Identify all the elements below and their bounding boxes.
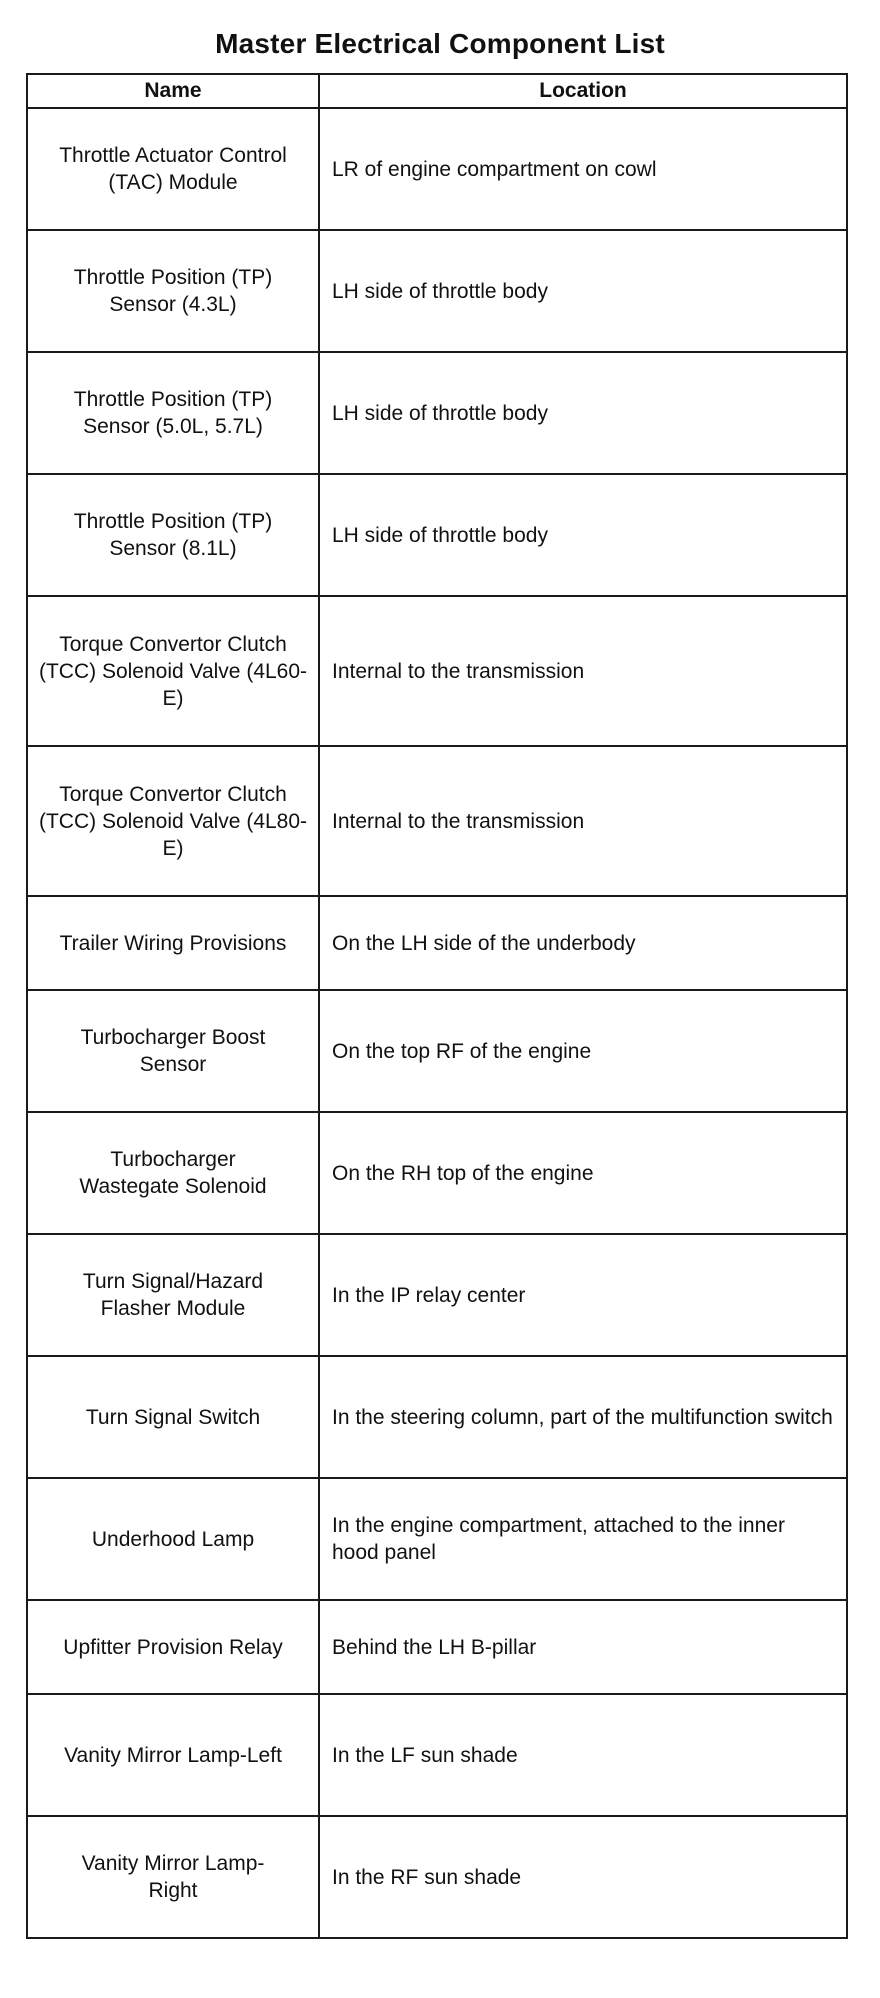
component-location: In the LF sun shade <box>319 1694 847 1816</box>
component-location: On the LH side of the underbody <box>319 896 847 990</box>
component-name: Turbocharger Boost Sensor <box>27 990 319 1112</box>
table-row <box>27 1478 847 1600</box>
header-location: Location <box>319 74 847 108</box>
table-row <box>27 352 847 474</box>
header-name: Name <box>27 74 319 108</box>
table-row <box>27 230 847 352</box>
component-location: LH side of throttle body <box>319 352 847 474</box>
component-location: In the RF sun shade <box>319 1816 847 1938</box>
component-name: Upfitter Provision Relay <box>27 1600 319 1694</box>
component-name: Underhood Lamp <box>27 1478 319 1600</box>
table-row <box>27 596 847 746</box>
component-name: Torque Convertor Clutch (TCC) Solenoid Valve (4L80-E) <box>27 746 319 896</box>
component-name: Turn Signal/Hazard Flasher Module <box>27 1234 319 1356</box>
component-name: Vanity Mirror Lamp-Right <box>27 1816 319 1938</box>
component-table <box>26 73 848 1939</box>
table-row <box>27 1600 847 1694</box>
table-row <box>27 1816 847 1938</box>
component-name: Turbocharger Wastegate Solenoid <box>27 1112 319 1234</box>
component-location: Internal to the transmission <box>319 746 847 896</box>
table-row <box>27 1234 847 1356</box>
component-location: LH side of throttle body <box>319 474 847 596</box>
component-location: On the RH top of the engine <box>319 1112 847 1234</box>
table-row <box>27 896 847 990</box>
component-location: In the engine compartment, attached to the inner hood panel <box>319 1478 847 1600</box>
table-row <box>27 1356 847 1478</box>
component-location: In the steering column, part of the multifunction switch <box>319 1356 847 1478</box>
table-header-row <box>27 74 847 108</box>
component-location: LR of engine compartment on cowl <box>319 108 847 230</box>
component-name: Throttle Position (TP) Sensor (4.3L) <box>27 230 319 352</box>
component-location: In the IP relay center <box>319 1234 847 1356</box>
component-name: Turn Signal Switch <box>27 1356 319 1478</box>
component-name: Throttle Position (TP) Sensor (5.0L, 5.7L) <box>27 352 319 474</box>
component-name: Throttle Actuator Control (TAC) Module <box>27 108 319 230</box>
component-name: Throttle Position (TP) Sensor (8.1L) <box>27 474 319 596</box>
component-name: Trailer Wiring Provisions <box>27 896 319 990</box>
component-location: On the top RF of the engine <box>319 990 847 1112</box>
component-name: Vanity Mirror Lamp-Left <box>27 1694 319 1816</box>
table-row <box>27 1112 847 1234</box>
table-row <box>27 108 847 230</box>
page-title: Master Electrical Component List <box>215 28 665 59</box>
component-name: Torque Convertor Clutch (TCC) Solenoid Valve (4L60-E) <box>27 596 319 746</box>
component-location: Internal to the transmission <box>319 596 847 746</box>
table-row <box>27 990 847 1112</box>
table-row <box>27 746 847 896</box>
component-location: LH side of throttle body <box>319 230 847 352</box>
table-row <box>27 1694 847 1816</box>
table-row <box>27 474 847 596</box>
component-location: Behind the LH B-pillar <box>319 1600 847 1694</box>
